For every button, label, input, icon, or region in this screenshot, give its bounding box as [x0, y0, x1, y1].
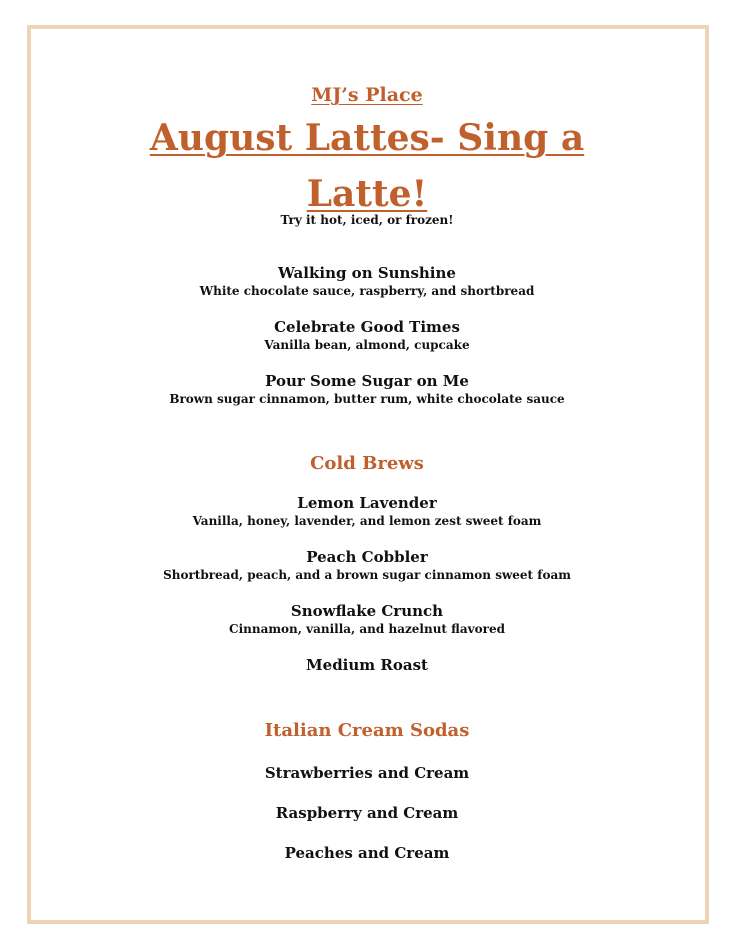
item-description: Vanilla bean, almond, cupcake	[264, 338, 470, 352]
item-name: Raspberry and Cream	[275, 804, 459, 822]
menu-item	[0, 548, 734, 583]
menu-item	[0, 264, 734, 299]
item-name: Medium Roast	[306, 656, 428, 674]
menu-item	[0, 318, 734, 353]
page-title: August Lattes- Sing a Latte!	[149, 117, 585, 215]
brand-name: MJ’s Place	[311, 84, 423, 106]
item-description: Brown sugar cinnamon, butter rum, white chocolate sauce	[169, 392, 565, 406]
item-description: Shortbread, peach, and a brown sugar cinnamon sweet foam	[163, 568, 571, 582]
item-name: Snowflake Crunch	[290, 602, 444, 620]
item-name: Walking on Sunshine	[278, 264, 456, 282]
item-description: Vanilla, honey, lavender, and lemon zest sweet foam	[192, 514, 542, 528]
menu-item	[0, 656, 734, 675]
menu-item	[0, 372, 734, 407]
menu-item	[0, 602, 734, 637]
item-name: Strawberries and Cream	[264, 764, 470, 782]
item-description: White chocolate sauce, raspberry, and shortbread	[199, 284, 535, 298]
section-heading-cold-brews: Cold Brews	[310, 453, 424, 474]
section-heading-italian-sodas: Italian Cream Sodas	[264, 720, 470, 741]
item-name: Celebrate Good Times	[274, 318, 460, 336]
item-name: Lemon Lavender	[297, 494, 437, 512]
menu-item	[0, 764, 734, 783]
menu-item	[0, 804, 734, 823]
item-name: Peaches and Cream	[284, 844, 450, 862]
menu-item	[0, 494, 734, 529]
item-name: Peach Cobbler	[306, 548, 428, 566]
item-name: Pour Some Sugar on Me	[265, 372, 469, 390]
menu-item	[0, 844, 734, 863]
tagline: Try it hot, iced, or frozen!	[280, 213, 454, 227]
item-description: Cinnamon, vanilla, and hazelnut flavored	[229, 622, 505, 636]
